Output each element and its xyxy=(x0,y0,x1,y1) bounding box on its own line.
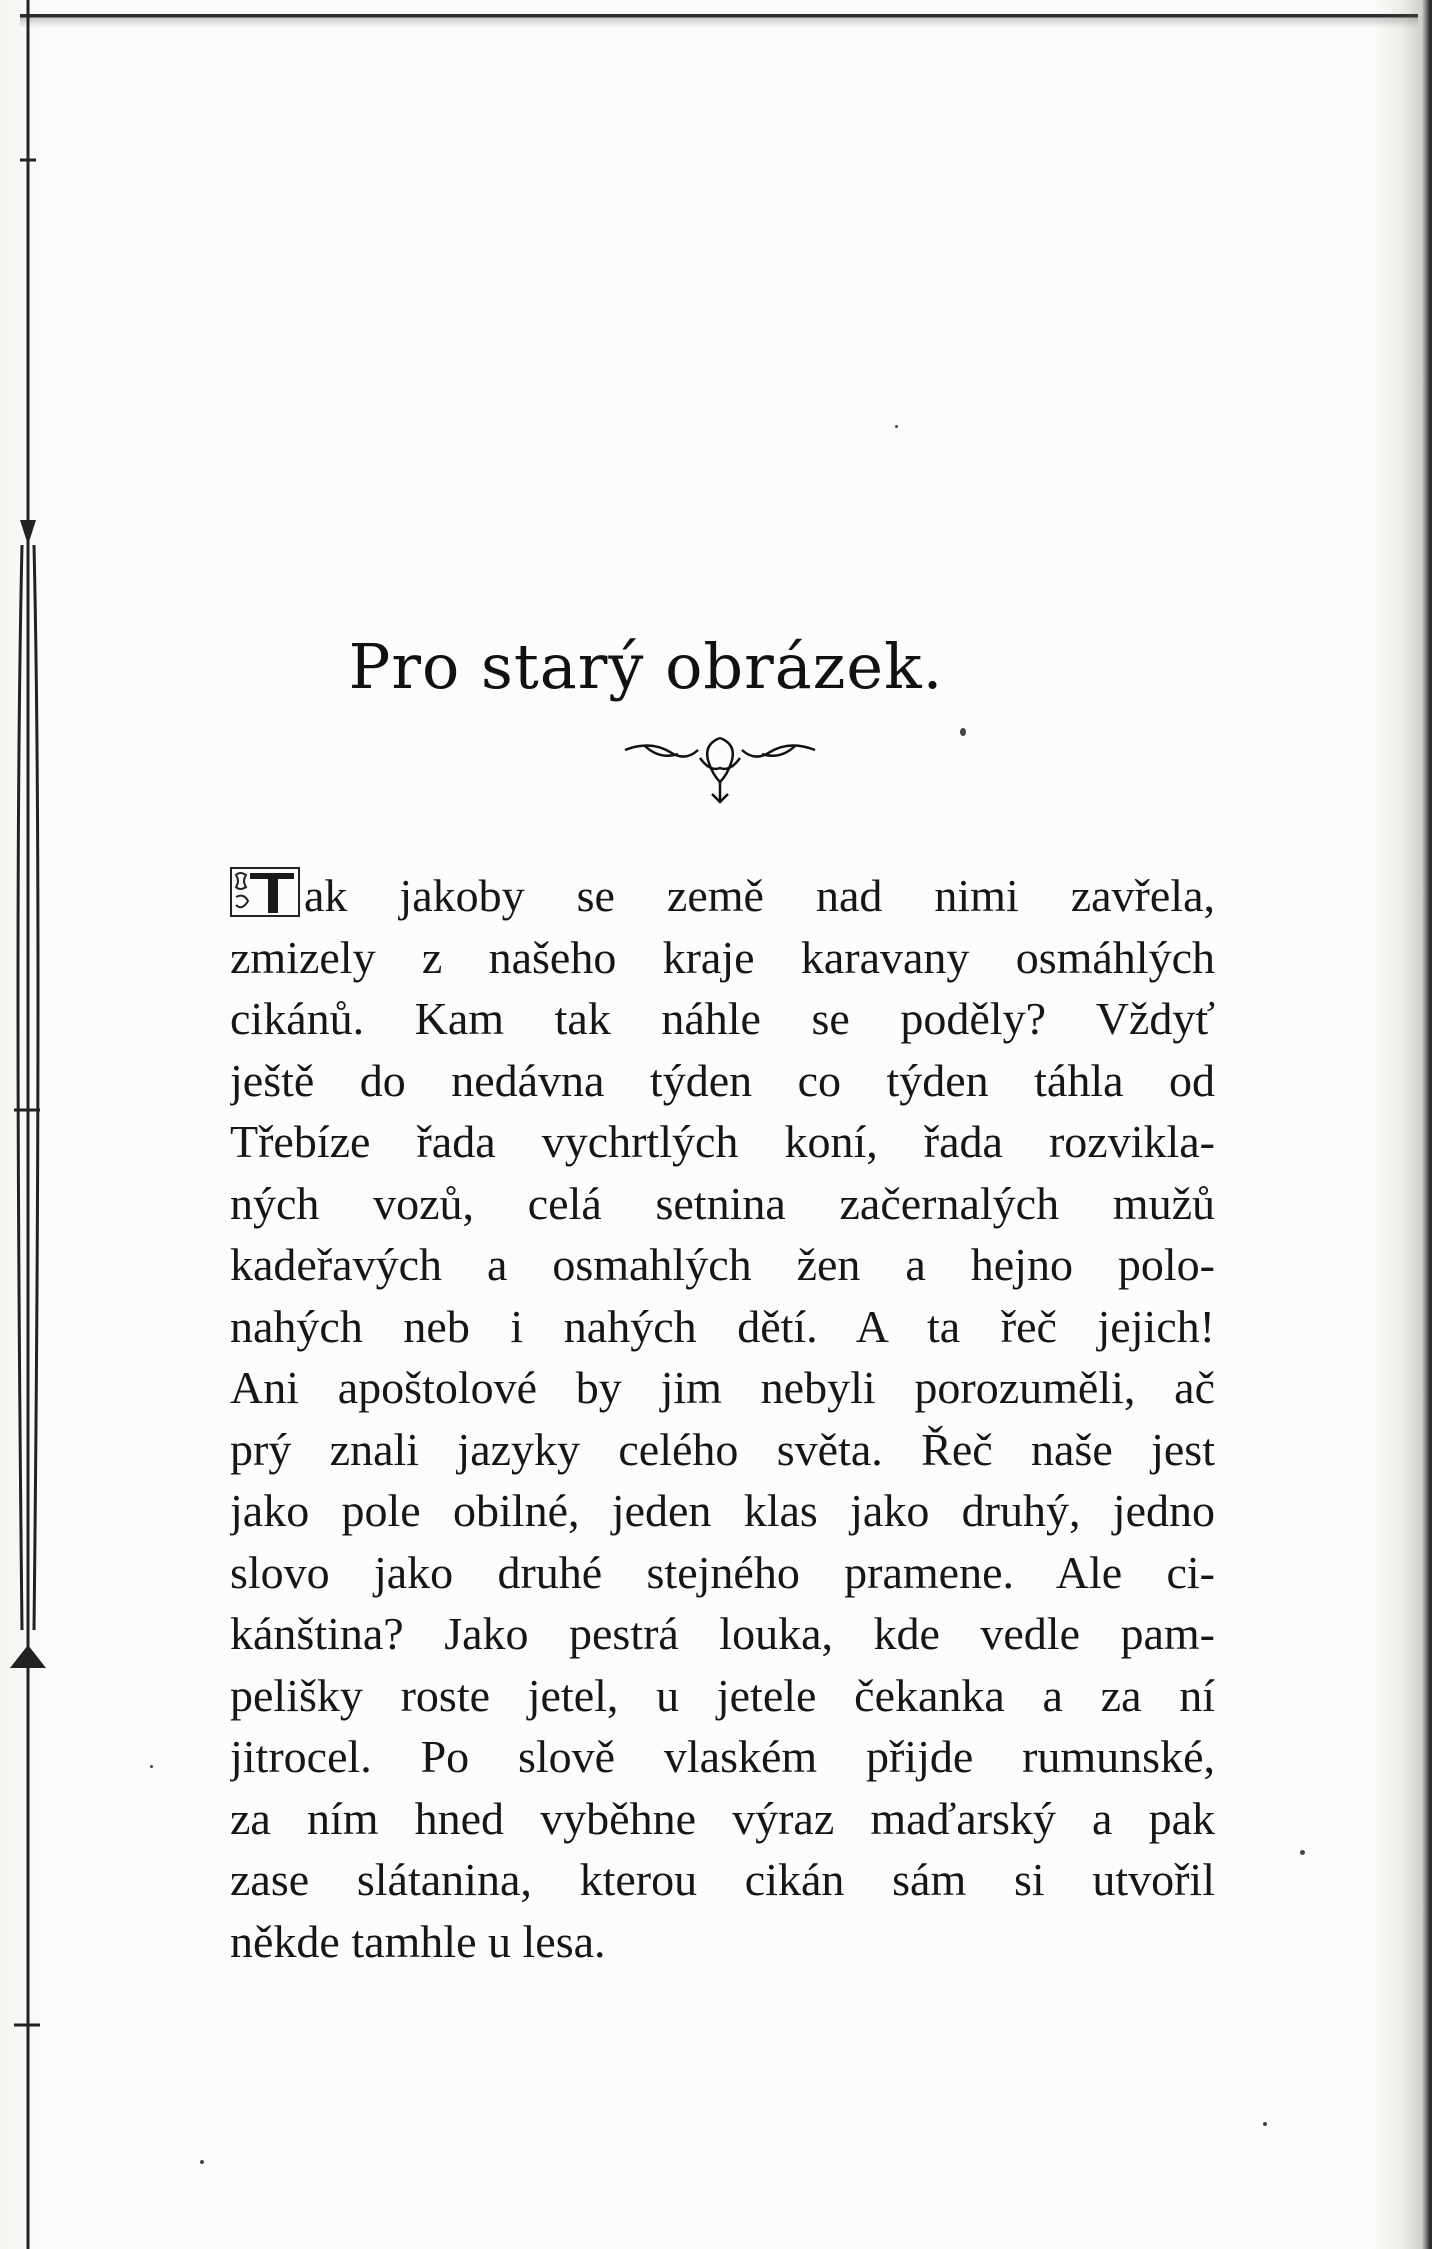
scan-speck xyxy=(150,1765,153,1768)
text-line: slovo jako druhé stejného pramene. Ale ci- xyxy=(230,1546,1215,1598)
text-line: nahých neb i nahých dětí. A ta řeč jejich! xyxy=(230,1300,1215,1352)
text-line: pelišky roste jetel, u jetele čekanka a za ní xyxy=(230,1669,1215,1721)
text-line: kadeřavých a osmahlých žen a hejno polo- xyxy=(230,1239,1215,1290)
scan-speck xyxy=(200,2160,204,2164)
scan-speck xyxy=(960,728,966,736)
text-line: někde tamhle u lesa. xyxy=(230,1915,606,1967)
title-ornament-icon xyxy=(620,728,820,808)
text-line: zase slátanina, kterou cikán sám si utvořil xyxy=(230,1854,1215,1905)
line-text: ak jakoby se země nad nimi zavřela, xyxy=(304,870,1215,921)
text-line: prý znali jazyky celého světa. Řeč naše jest xyxy=(230,1423,1215,1475)
page-top-edge xyxy=(20,14,1418,28)
text-line: ještě do nedávna týden co týden táhla od xyxy=(230,1054,1215,1106)
binding-thread xyxy=(0,0,50,2249)
text-line: za ním hned vyběhne výraz maďarský a pak xyxy=(230,1792,1215,1844)
scan-speck xyxy=(1300,1850,1305,1855)
body-paragraph xyxy=(230,865,1215,1972)
dropcap-initial-icon xyxy=(230,867,300,917)
text-line: ných vozů, celá setnina začernalých mužů xyxy=(230,1177,1215,1229)
scan-speck xyxy=(1263,2122,1267,2126)
page-right-edge xyxy=(1372,0,1432,2249)
text-line: jako pole obilné, jeden klas jako druhý, jedno xyxy=(230,1485,1215,1536)
text-line: zmizely z našeho kraje karavany osmáhlých xyxy=(230,931,1215,983)
chapter-title: Pro starý obrázek. xyxy=(348,630,944,703)
scan-speck xyxy=(895,425,898,428)
text-line: jitrocel. Po slově vlaském přijde rumunské, xyxy=(230,1731,1215,1782)
text-line: kánština? Jako pestrá louka, kde vedle pam- xyxy=(230,1608,1215,1659)
text-line: Ani apoštolové by jim nebyli porozuměli, ač xyxy=(230,1362,1215,1413)
text-line: cikánů. Kam tak náhle se poděly? Vždyť xyxy=(230,993,1215,1044)
text-line xyxy=(230,865,1215,927)
text-line: Třebíze řada vychrtlých koní, řada rozvikla- xyxy=(230,1116,1215,1167)
